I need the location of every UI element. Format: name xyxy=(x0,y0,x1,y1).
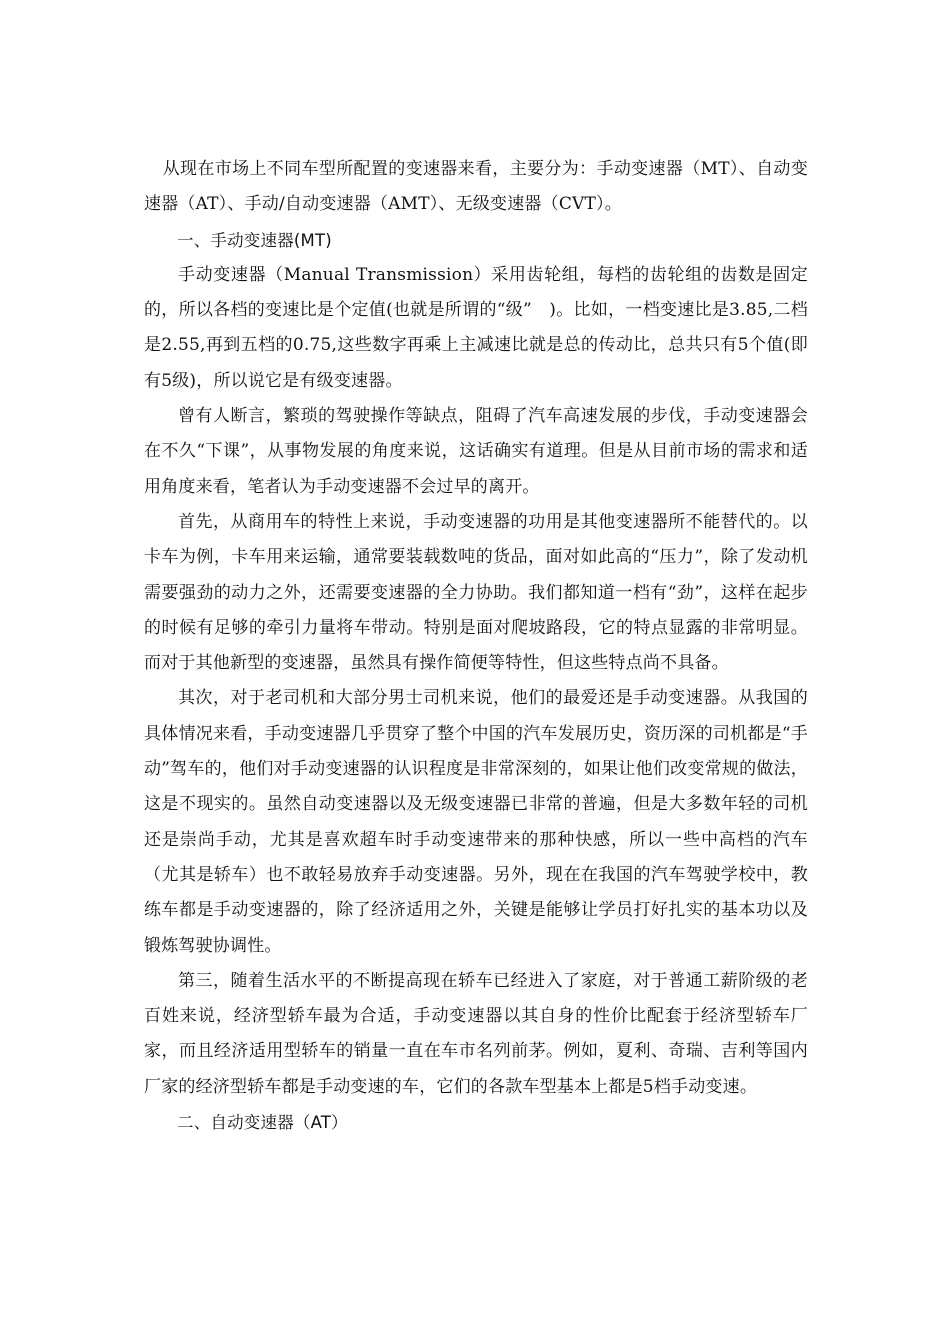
document-body xyxy=(144,152,808,1140)
section-heading-automatic: 二、自动变速器（AT） xyxy=(177,1113,348,1133)
paragraph-commercial: 首先，从商用车的特性上来说，手动变速器的功用是其他变速器所不能替代的。以卡车为例，卡车用来运输，通常要装载数吨的货品，面对如此高的“压力”，除了发动机需要强劲的动力之外，还需要变速器的全力协助。我们都知道一档有“劲”，这样在起步的时候有足够的牵引力量将车带动。特别是面对爬坡路段，它的特点显露的非常明显。而对于其他新型的变速器，虽然具有操作简便等特性，但这些特点尚不具备。 xyxy=(144,511,808,674)
paragraph-economy: 第三，随着生活水平的不断提高现在轿车已经进入了家庭，对于普通工薪阶级的老百姓来说，经济型轿车最为合适，手动变速器以其自身的性价比配套于经济型轿车厂家，而且经济适用型轿车的销量一直在车市名列前茅。例如，夏利、奇瑞、吉利等国内厂家的经济型轿车都是手动变速的车，它们的各款车型基本上都是5档手动变速。 xyxy=(144,970,808,1097)
paragraph-prediction: 曾有人断言，繁琐的驾驶操作等缺点，阻碍了汽车高速发展的步伐，手动变速器会在不久“下课”，从事物发展的角度来说，这话确实有道理。但是从目前市场的需求和适用角度来看，笔者认为手动变速器不会过早的离开。 xyxy=(144,406,808,497)
paragraph-definition: 手动变速器（Manual Transmission）采用齿轮组，每档的齿轮组的齿数是固定的，所以各档的变速比是个定值(也就是所谓的“级” )。比如，一档变速比是3.85,二档是2.55,再到五档的0.75,这些数字再乘上主减速比就是总的传动比，总共只有5个值(即有5级)，所以说它是有级变速器。 xyxy=(144,264,808,391)
intro-paragraph: 从现在市场上不同车型所配置的变速器来看，主要分为：手动变速器（MT）、自动变速器（AT）、手动/自动变速器（AMT）、无级变速器（CVT）。 xyxy=(144,159,808,215)
section-heading-manual: 一、手动变速器(MT) xyxy=(177,230,332,250)
paragraph-drivers: 其次，对于老司机和大部分男士司机来说，他们的最爱还是手动变速器。从我国的具体情况来看，手动变速器几乎贯穿了整个中国的汽车发展历史，资历深的司机都是“手动”驾车的，他们对手动变速器的认识程度是非常深刻的，如果让他们改变常规的做法，这是不现实的。虽然自动变速器以及无级变速器已非常的普遍，但是大多数年轻的司机还是崇尚手动，尤其是喜欢超车时手动变速带来的那种快感，所以一些中高档的汽车（尤其是轿车）也不敢轻易放弃手动变速器。另外，现在在我国的汽车驾驶学校中，教练车都是手动变速器的，除了经济适用之外，关键是能够让学员打好扎实的基本功以及锻炼驾驶协调性。 xyxy=(144,688,808,956)
